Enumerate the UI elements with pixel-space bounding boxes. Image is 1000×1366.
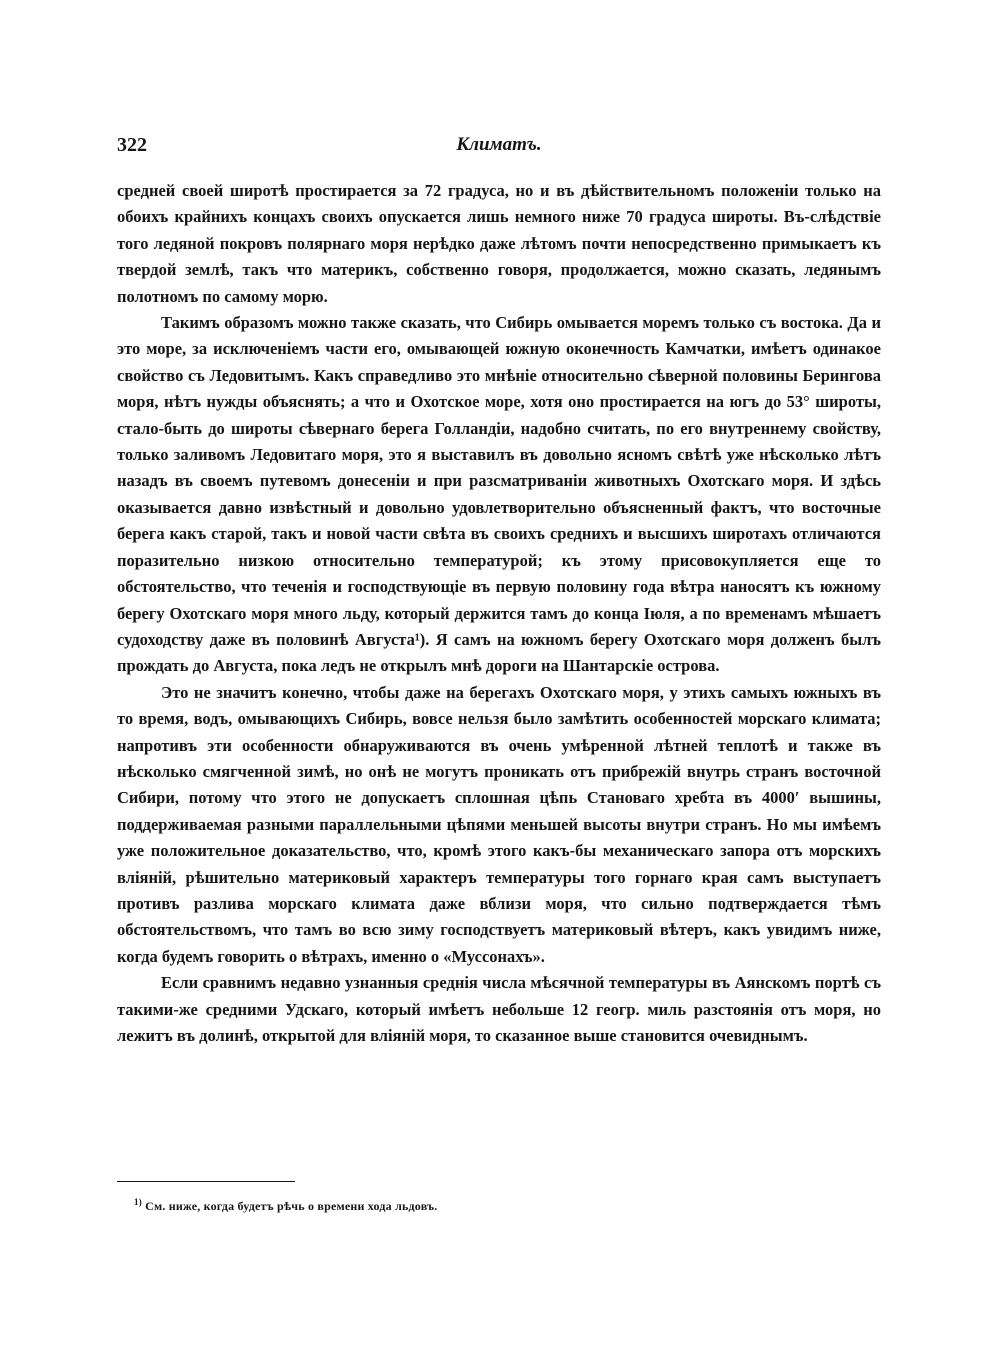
paragraph-siberia-east: Такимъ образомъ можно также сказать, что Сибирь омывается моремъ только съ востока. Да и это море, за исключеніемъ части его, омывающей южную оконечность Камчатки, имѣетъ одинакое свойство съ Ледовитымъ. Какъ справедливо это мнѣніе относительно сѣверной половины Берингова моря, нѣтъ нужды объяснять; а что и Охотское море, хотя оно простирается на югъ до 53° широты, стало-быть до широты сѣвернаго берега Голландіи, надобно считать, по его внутреннему свойству, только заливомъ Ледовитаго моря, это я выставилъ въ довольно ясномъ свѣтѣ уже нѣсколько лѣтъ назадъ въ своемъ путевомъ донесеніи и при разсматриваніи животныхъ Охотскаго моря. И здѣсь оказывается давно извѣстный и довольно удовлетворительно объясненный фактъ, что восточные берега какъ старой, такъ и новой части свѣта въ своихъ среднихъ и высшихъ широтахъ отличаются поразительно низкою относительно температурой; къ этому присовокупляется еще то обстоятельство, что теченія и господствующіе въ первую половину года вѣтра наносятъ къ южному берегу Охотскаго моря много льду, который держится тамъ до конца Іюля, а по временамъ мѣшаетъ судоходству даже въ половинѣ Августа¹). Я самъ на южномъ берегу Охотскаго моря долженъ былъ прождать до Августа, пока ледъ не открылъ мнѣ дороги на Шантарскіе острова. [117, 313, 881, 676]
page-header [117, 134, 881, 164]
paragraph-continuation: средней своей широтѣ простирается за 72 градуса, но и въ дѣйствительномъ положеніи только на обоихъ крайнихъ концахъ своихъ опускается лишь немного ниже 70 градуса широты. Въ-слѣдствіе того ледяной покровъ полярнаго моря нерѣдко даже лѣтомъ почти непосредственно примыкаетъ къ твердой землѣ, такъ что материкъ, собственно говоря, продолжается, можно сказать, ледянымъ полотномъ по самому морю. [117, 181, 881, 306]
footnote [134, 1197, 438, 1214]
footnote-divider [117, 1181, 295, 1182]
body-text [117, 178, 881, 1049]
running-title: Климатъ. [456, 134, 542, 155]
paragraph-ayan-udsk: Если сравнимъ недавно узнанныя среднія числа мѣсячной температуры въ Аянскомъ портѣ съ такими-же средними Удскаго, который имѣетъ небольше 12 геогр. миль разстоянія отъ моря, но лежитъ въ долинѣ, открытой для вліяній моря, то сказанное выше становится очевиднымъ. [117, 973, 881, 1045]
footnote-marker: 1) [134, 1197, 142, 1207]
page-number: 322 [117, 134, 147, 156]
footnote-text: См. ниже, когда будетъ рѣчь о времени хода льдовъ. [145, 1199, 438, 1213]
paragraph-sea-climate: Это не значитъ конечно, чтобы даже на берегахъ Охотскаго моря, у этихъ самыхъ южныхъ въ то время, водъ, омывающихъ Сибирь, вовсе нельзя было замѣтить особенностей морскаго климата; напротивъ эти особенности обнаруживаются въ очень умѣренной лѣтней теплотѣ и также въ нѣсколько смягченной зимѣ, но онѣ не могутъ проникать отъ прибрежій внутрь странъ восточной Сибири, потому что этого не допускаетъ сплошная цѣпь Становаго хребта въ 4000′ вышины, поддерживаемая разными параллельными цѣпями меньшей высоты внутри странъ. Но мы имѣемъ уже положительное доказательство, что, кромѣ этого какъ-бы механическаго запора отъ морскихъ вліяній, рѣшительно материковый характеръ температуры того горнаго края самъ выступаетъ противъ разлива морскаго климата даже вблизи моря, что сильно подтверждается тѣмъ обстоятельствомъ, что тамъ во всю зиму господствуетъ материковый вѣтеръ, какъ увидимъ ниже, когда будемъ говорить о вѣтрахъ, именно о «Муссонахъ». [117, 682, 881, 966]
